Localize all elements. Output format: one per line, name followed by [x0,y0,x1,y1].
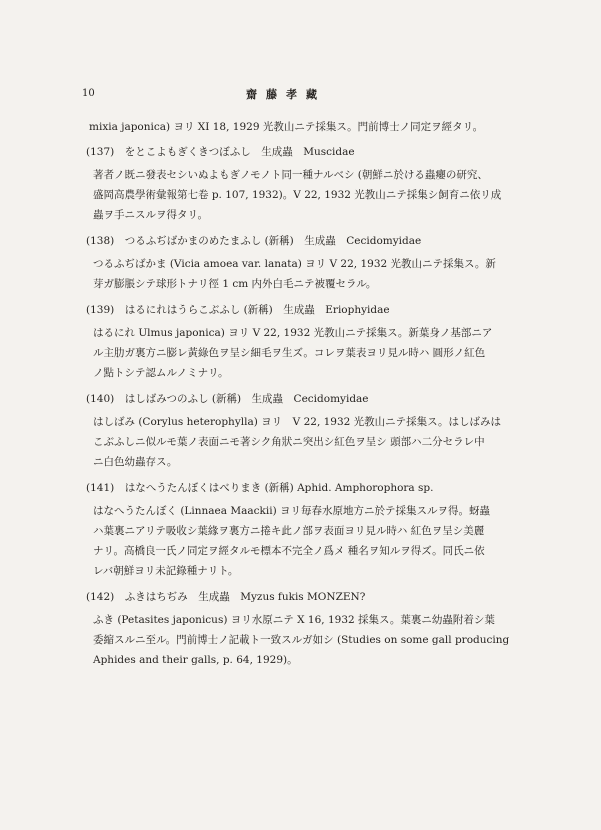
running-title: 齋藤孝藏 [246,88,326,101]
text-line: 蟲ヲ手ニスルヲ得タリ。 [93,209,208,221]
text-line: レバ朝鮮ヨリ未記錄種ナリト。 [93,565,239,577]
entry-heading-140: (140) はしばみつのふし (新稱) 生成蟲 Cecidomyidae [86,393,369,405]
text-line: つるふぢばかま (Vicia amoea var. lanata) ヨリ V 22, 1932 光教山ニテ採集ス。新 [93,258,496,270]
text-line: ナリ。高橋良一氏ノ同定ヲ經タルモ標本不完全ノ爲メ 種名ヲ知ルヲ得ズ。同氏ニ依 [93,545,485,557]
text-line: ふき (Petasites japonicus) ヨリ水原ニテ X 16, 1932 採集ス。葉裏ニ幼蟲附着シ葉 [93,614,495,626]
text-line: ル主肋ガ裏方ニ膨レ黃綠色ヲ呈シ細毛ヲ生ズ。コレヲ葉表ヨリ見ル時ハ 圓形ノ紅色 [93,347,486,359]
text-line: こぶふしニ似ルモ葉ノ表面ニモ著シク角狀ニ突出シ紅色ヲ呈シ 頭部ハ二分セラレ中 [93,436,485,448]
text-line: Aphides and their galls, p. 64, 1929)。 [93,654,298,666]
entry-heading-137: (137) をとこよもぎくきつぼふし 生成蟲 Muscidae [86,146,355,158]
text-line: 盛岡高農學術彙報第七卷 p. 107, 1932)。V 22, 1932 光教山ニテ採集シ飼育ニ依リ成 [93,189,502,201]
text-line: はなへうたんぼく (Linnaea Maackii) ヨリ毎春水原地方ニ於テ採集スルヲ得。蚜蟲 [93,505,491,517]
text-line: mixia japonica) ヨリ XI 18, 1929 光教山ニテ採集ス。門前博士ノ同定ヲ經タリ。 [89,121,484,133]
text-line: ニ白色幼蟲存ス。 [93,456,178,468]
text-line: 著者ノ既ニ發表セシいぬよもぎノモノト同一種ナルベシ (朝鮮ニ於ける蟲癭の研究、 [93,169,488,181]
entry-heading-139: (139) はるにれはうらこぶふし (新稱) 生成蟲 Eriophyidae [86,304,390,316]
entry-heading-142: (142) ふきはちぢみ 生成蟲 Myzus fukis MONZEN? [86,591,366,603]
entry-heading-138: (138) つるふぢばかまのめたまふし (新稱) 生成蟲 Cecidomyidae [86,235,422,247]
text-line: はるにれ Ulmus japonica) ヨリ V 22, 1932 光教山ニテ採集ス。新葉身ノ基部ニア [93,327,493,339]
text-line: ノ點トシテ認ムルノミナリ。 [93,367,229,379]
page-number: 10 [82,88,95,99]
text-line: ハ葉裏ニアリテ吸收シ葉緣ヲ裏方ニ捲キ此ノ部ヲ表面ヨリ見ル時ハ 紅色ヲ呈シ美麗 [93,525,485,537]
text-line: はしばみ (Corylus heterophylla) ヨリ V 22, 1932 光教山ニテ採集ス。はしばみは [93,416,501,428]
text-line: 芽ガ膨脹シテ球形トナリ徑 1 cm 内外白毛ニテ被覆セラル。 [93,278,377,290]
text-line: 委縮スルニ至ル。門前博士ノ記載ト一致スルガ如シ (Studies on some gall producing [93,634,510,646]
entry-heading-141: (141) はなへうたんぼくはべりまき (新稱) Aphid. Amphorophora sp. [86,482,434,494]
